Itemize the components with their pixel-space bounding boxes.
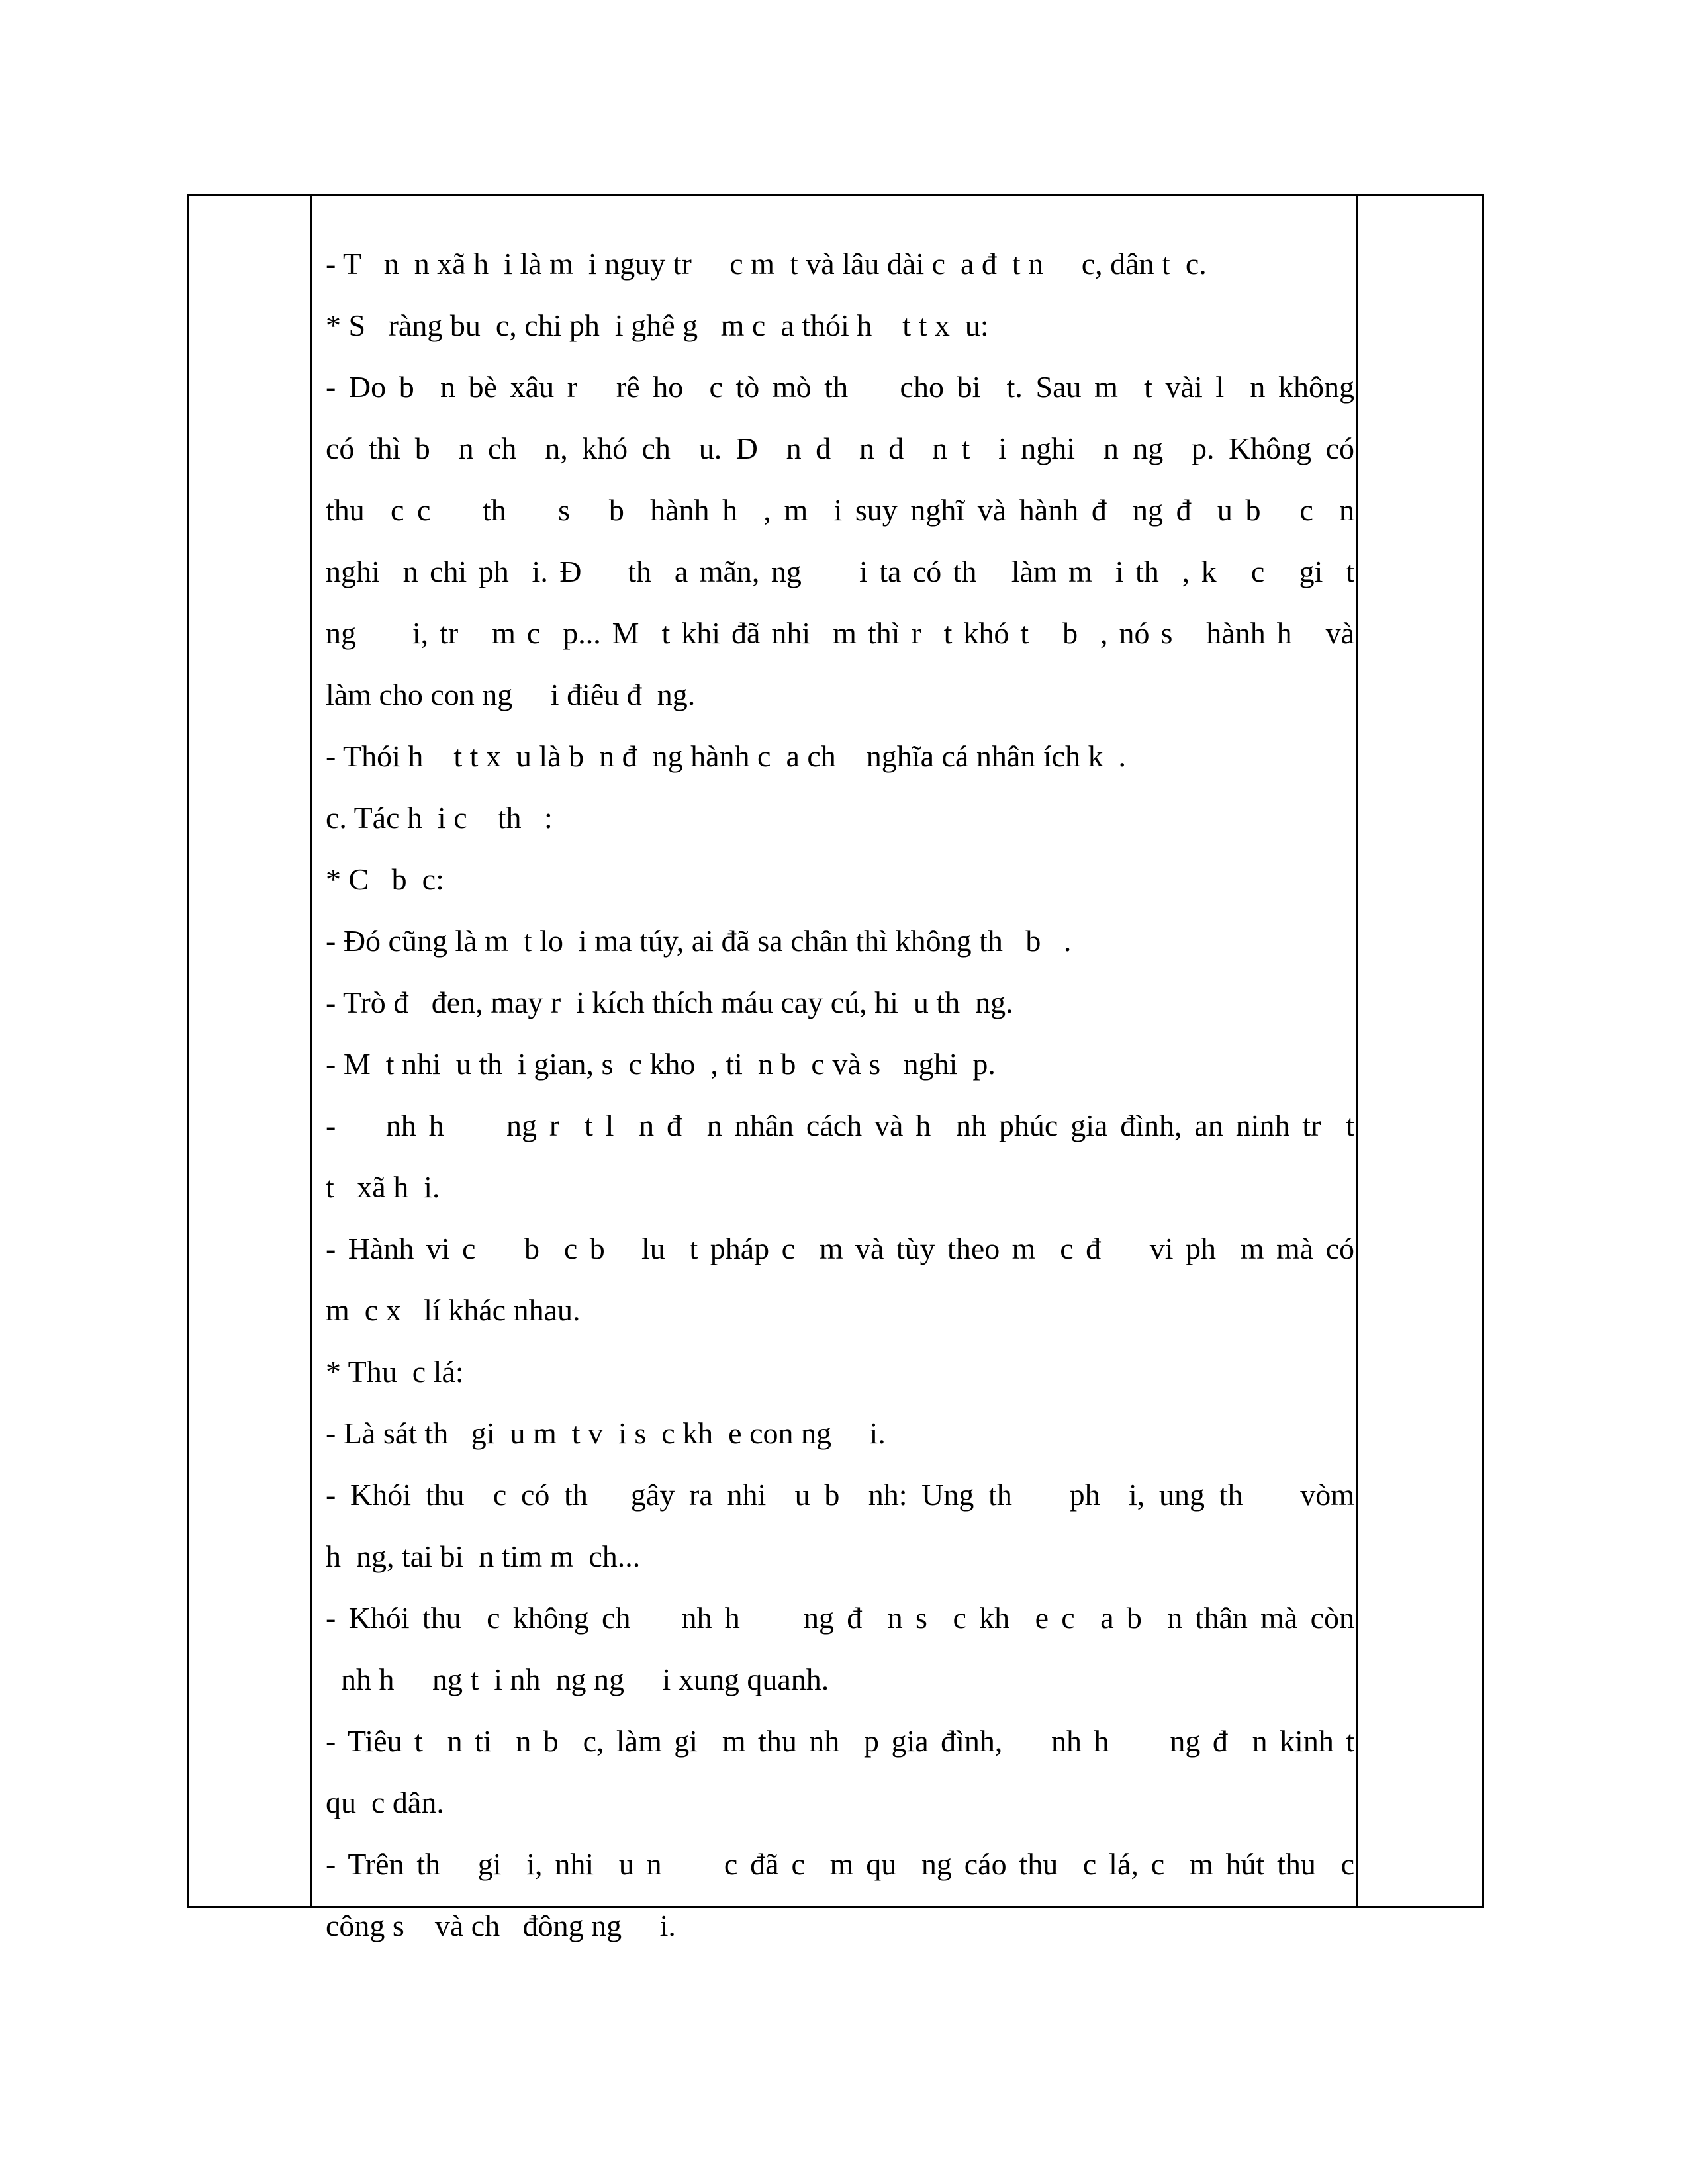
text-line: t xã h i.: [326, 1170, 440, 1204]
text-line: h ng, tai bi n tim m ch...: [326, 1539, 641, 1573]
text-line: m c x lí khác nhau.: [326, 1293, 581, 1327]
text-line: - M t nhi u th i gian, s c kho , ti n b c và s nghi p.: [326, 1047, 996, 1081]
text-line: ng i, tr m c p... M t khi đã nhi m thì r t khó t b , nó s hành h và: [326, 616, 1354, 650]
table-column-divider-left: [310, 196, 312, 1906]
text-line: thu c c th s b hành h , m i suy nghĩ và hành đ ng đ u b c n: [326, 493, 1354, 527]
text-line: * S ràng bu c, chi ph i ghê g m c a thói h t t x u:: [326, 308, 989, 342]
text-line: - Trò đ đen, may r i kích thích máu cay cú, hi u th ng.: [326, 985, 1013, 1019]
text-line: c. Tác h i c th :: [326, 801, 553, 835]
text-line: làm cho con ng i điêu đ ng.: [326, 678, 696, 711]
document-body: [326, 233, 1354, 1956]
text-line: - T n n xã h i là m i nguy tr c m t và lâu dài c a đ t n c, dân t c.: [326, 247, 1207, 281]
text-line: * C b c:: [326, 862, 444, 896]
text-line: - nh h ng r t l n đ n nhân cách và h nh phúc gia đình, an ninh tr t: [326, 1109, 1354, 1142]
text-line: - Khói thu c có th gây ra nhi u b nh: Ung th ph i, ung th vòm: [326, 1478, 1354, 1512]
text-line: - Hành vi c b c b lu t pháp c m và tùy theo m c đ vi ph m mà có: [326, 1232, 1354, 1265]
text-line: - Khói thu c không ch nh h ng đ n s c kh e c a b n thân mà còn: [326, 1601, 1354, 1635]
text-line: - Thói h t t x u là b n đ ng hành c a ch nghĩa cá nhân ích k .: [326, 739, 1126, 773]
text-line: - Do b n bè xâu r rê ho c tò mò th cho bi t. Sau m t vài l n không: [326, 370, 1354, 404]
text-line: qu c dân.: [326, 1786, 444, 1819]
text-line: nh h ng t i nh ng ng i xung quanh.: [326, 1662, 829, 1696]
text-line: nghi n chi ph i. Đ th a mãn, ng i ta có th làm m i th , k c gi t: [326, 555, 1354, 588]
text-line: - Trên th gi i, nhi u n c đã c m qu ng cáo thu c lá, c m hút thu c: [326, 1847, 1354, 1881]
text-line: * Thu c lá:: [326, 1355, 464, 1388]
text-line: có thì b n ch n, khó ch u. D n d n d n t i nghi n ng p. Không có: [326, 432, 1354, 465]
text-line: - Là sát th gi u m t v i s c kh e con ng i.: [326, 1416, 886, 1450]
text-line: - Đó cũng là m t lo i ma túy, ai đã sa chân thì không th b .: [326, 924, 1072, 958]
text-line: - Tiêu t n ti n b c, làm gi m thu nh p gia đình, nh h ng đ n kinh t: [326, 1724, 1354, 1758]
text-line: công s và ch đông ng i.: [326, 1909, 676, 1942]
table-column-divider-right: [1356, 196, 1358, 1906]
